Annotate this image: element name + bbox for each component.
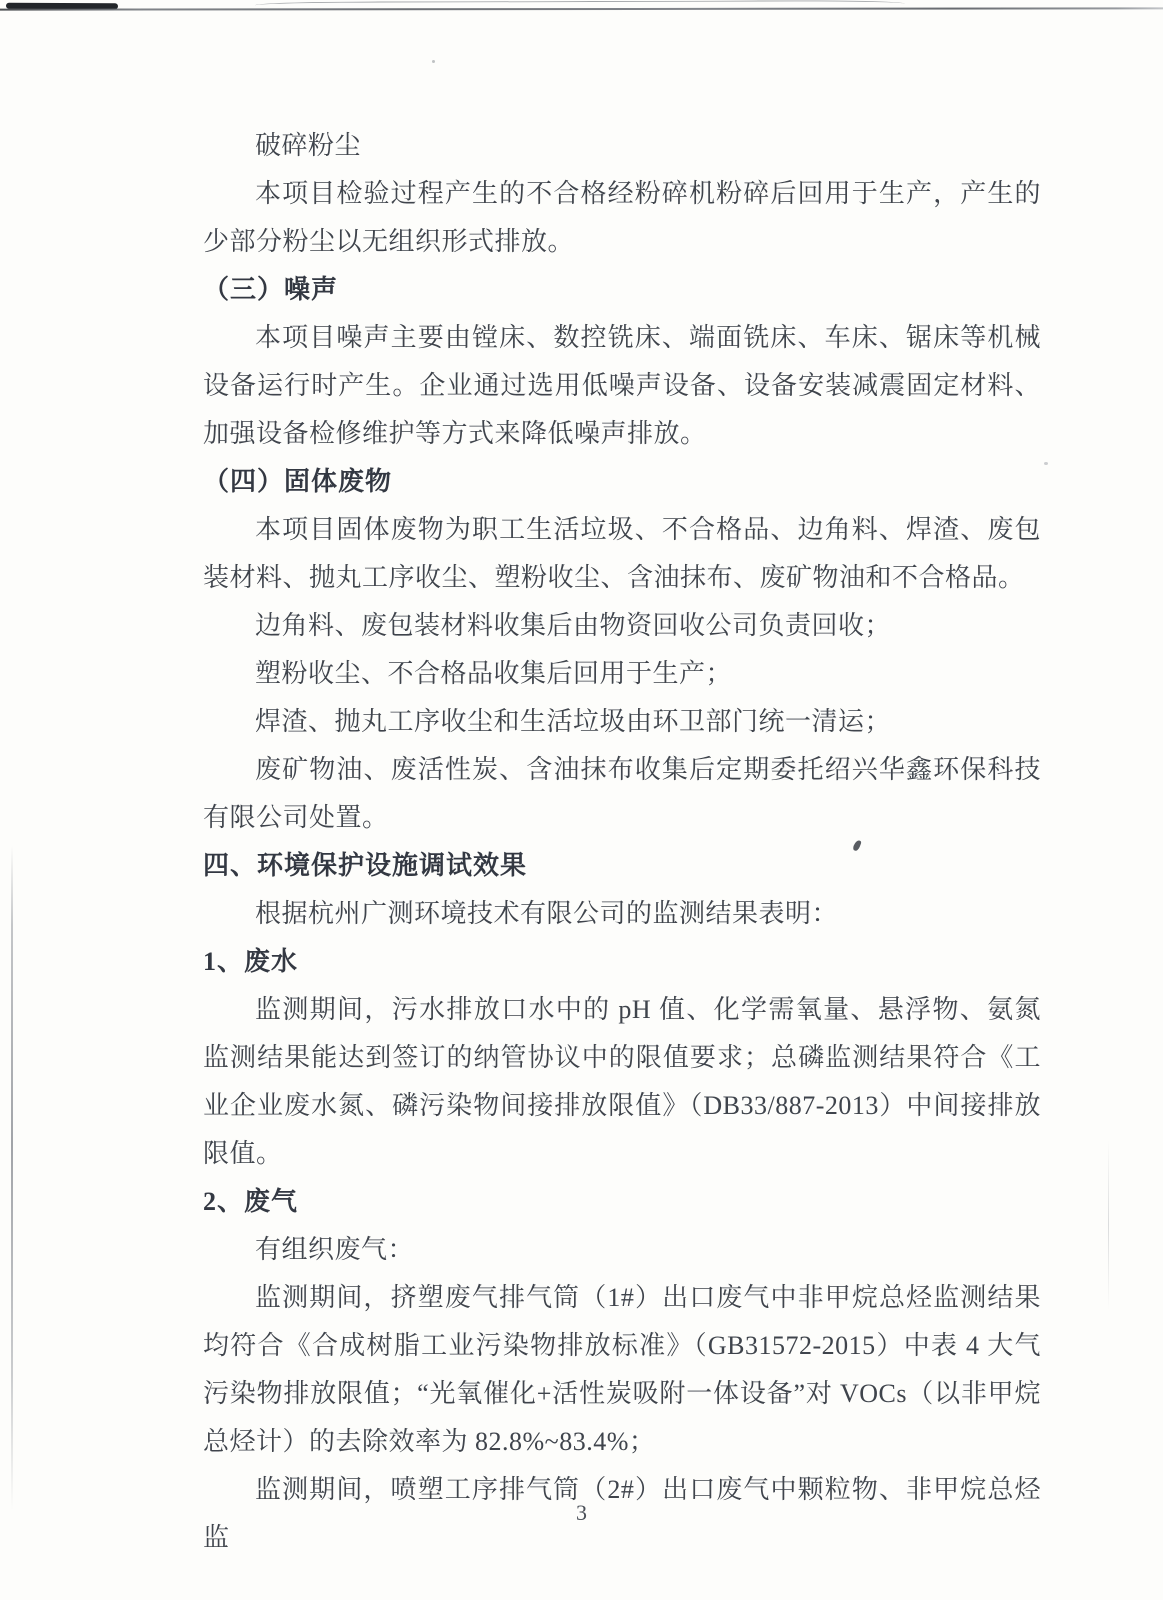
section-heading: 1、废水 xyxy=(203,947,299,976)
section-heading: 四、环境保护设施调试效果 xyxy=(203,851,528,880)
paragraph: 监测期间，挤塑废气排气筒（1#）出口废气中非甲烷总烃监测结果均符合《合成树脂工业污染物排放标准》（GB31572-2015）中表 4 大气污染物排放限值；“光氧催化+活性炭吸附一体设备”对 VOCs（以非甲烷总烃计）的去除效率为 82.8%~83.4%； xyxy=(203,1283,1041,1456)
paragraph: 监测期间，污水排放口水中的 pH 值、化学需氧量、悬浮物、氨氮监测结果能达到签订的纳管协议中的限值要求；总磷监测结果符合《工业企业废水氮、磷污染物间接排放限值》（DB33/887-2013）中间接排放限值。 xyxy=(203,995,1041,1168)
section-heading: （四）固体废物 xyxy=(203,467,393,496)
paragraph: 监测期间，喷塑工序排气筒（2#）出口废气中颗粒物、非甲烷总烃监 xyxy=(203,1475,1041,1552)
paragraph: 焊渣、抛丸工序收尘和生活垃圾由环卫部门统一清运； xyxy=(255,707,892,736)
page-number: 3 xyxy=(576,1500,587,1525)
dust-speck xyxy=(1044,462,1048,465)
paragraph: 根据杭州广测环境技术有限公司的监测结果表明： xyxy=(255,899,839,928)
scan-artifact-right-line xyxy=(1108,1140,1109,1310)
paragraph: 本项目固体废物为职工生活垃圾、不合格品、边角料、焊渣、废包装材料、抛丸工序收尘、塑粉收尘、含油抹布、废矿物油和不合格品。 xyxy=(203,515,1041,592)
paragraph: 本项目噪声主要由镗床、数控铣床、端面铣床、车床、锯床等机械设备运行时产生。企业通过选用低噪声设备、设备安装减震固定材料、加强设备检修维护等方式来降低噪声排放。 xyxy=(203,323,1041,448)
paragraph: 本项目检验过程产生的不合格经粉碎机粉碎后回用于生产，产生的少部分粉尘以无组织形式排放。 xyxy=(203,179,1041,256)
paragraph: 废矿物油、废活性炭、含油抹布收集后定期委托绍兴华鑫环保科技有限公司处置。 xyxy=(203,755,1041,832)
section-heading: （三）噪声 xyxy=(203,275,339,304)
document-body xyxy=(203,122,1041,1562)
dust-speck xyxy=(432,60,435,63)
scan-artifact-left-line xyxy=(11,846,13,1510)
paragraph: 有组织废气： xyxy=(255,1235,415,1264)
paragraph: 塑粉收尘、不合格品收集后回用于生产； xyxy=(255,659,733,688)
paragraph: 破碎粉尘 xyxy=(255,131,362,160)
section-heading: 2、废气 xyxy=(203,1187,299,1216)
paragraph: 边角料、废包装材料收集后由物资回收公司负责回收； xyxy=(255,611,892,640)
